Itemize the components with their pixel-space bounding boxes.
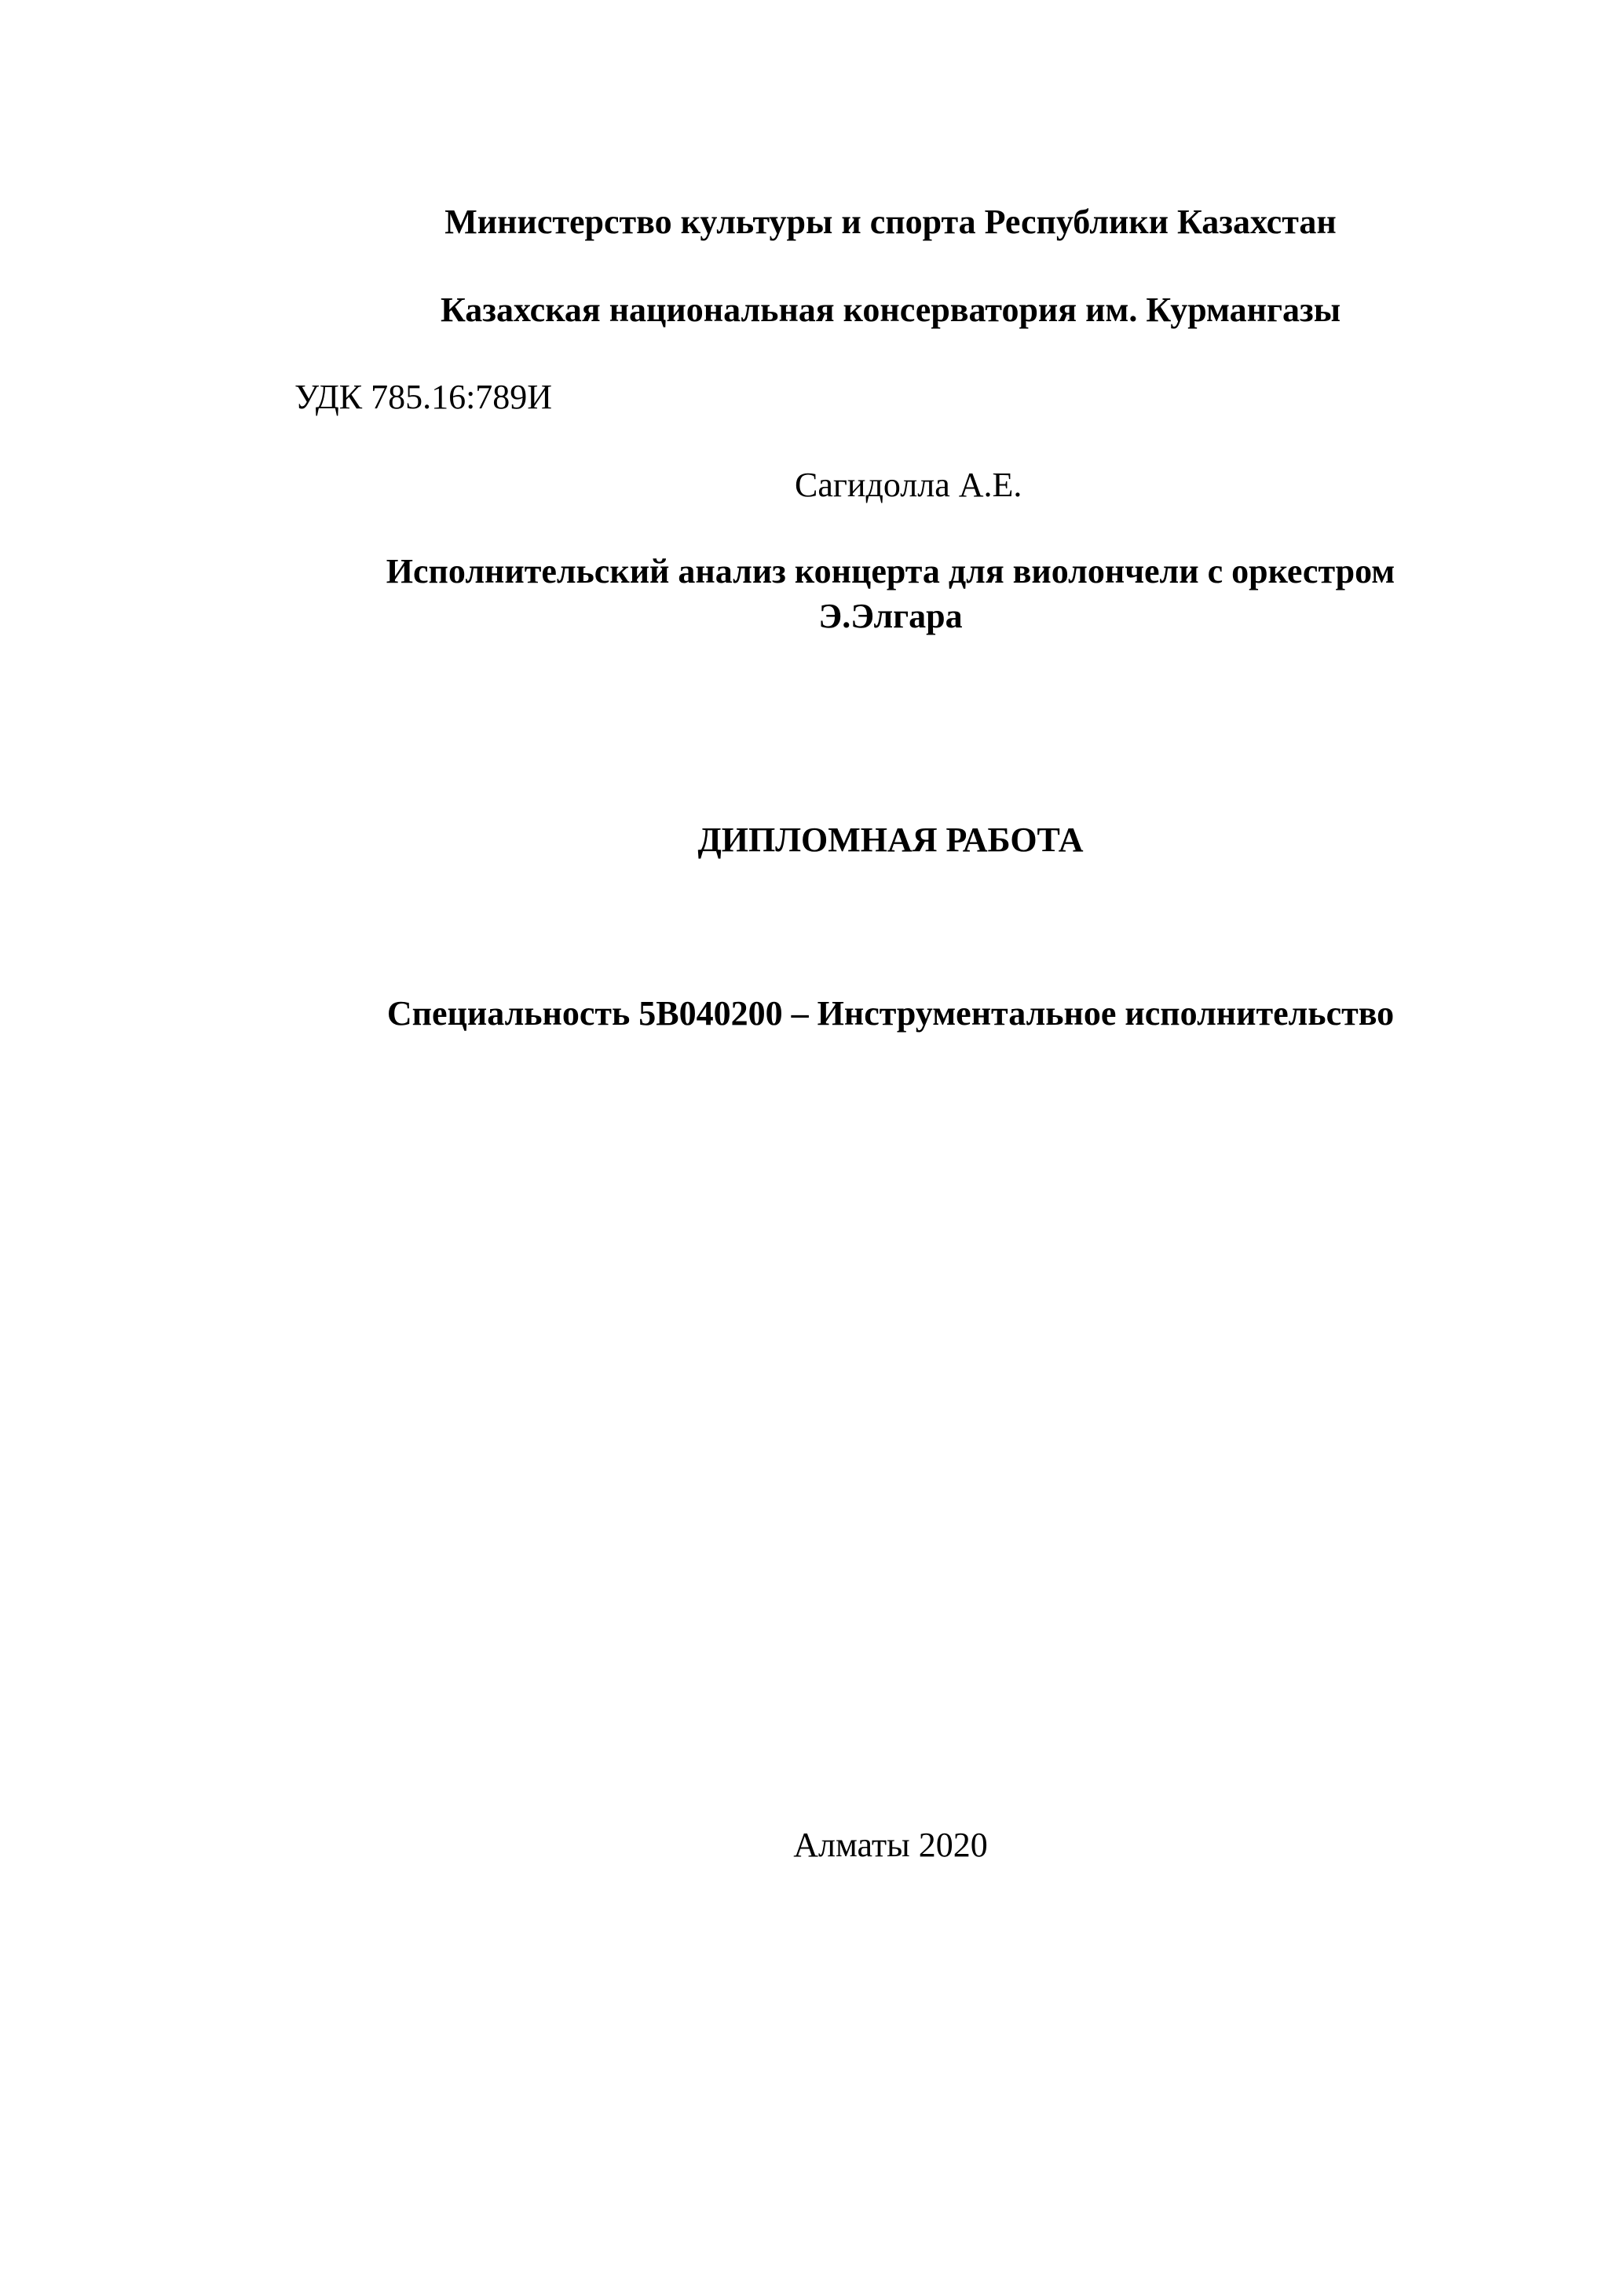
author-name: Сагидолла А.Е. <box>795 466 1022 504</box>
ministry-heading: Министерство культуры и спорта Республики Казахстан <box>444 203 1337 241</box>
city-year: Алматы 2020 <box>793 1826 988 1864</box>
thesis-title-line-1: Исполнительский анализ концерта для виолончели с оркестром <box>386 552 1395 590</box>
document-type: ДИПЛОМНАЯ РАБОТА <box>697 821 1084 859</box>
conservatory-heading: Казахская национальная консерватория им. Курмангазы <box>440 291 1341 329</box>
thesis-title-line-2: Э.Элгара <box>818 597 963 635</box>
specialty: Специальность 5В040200 – Инструментальное исполнительство <box>386 994 1395 1033</box>
udk-code: УДК 785.16:789И <box>294 378 553 416</box>
